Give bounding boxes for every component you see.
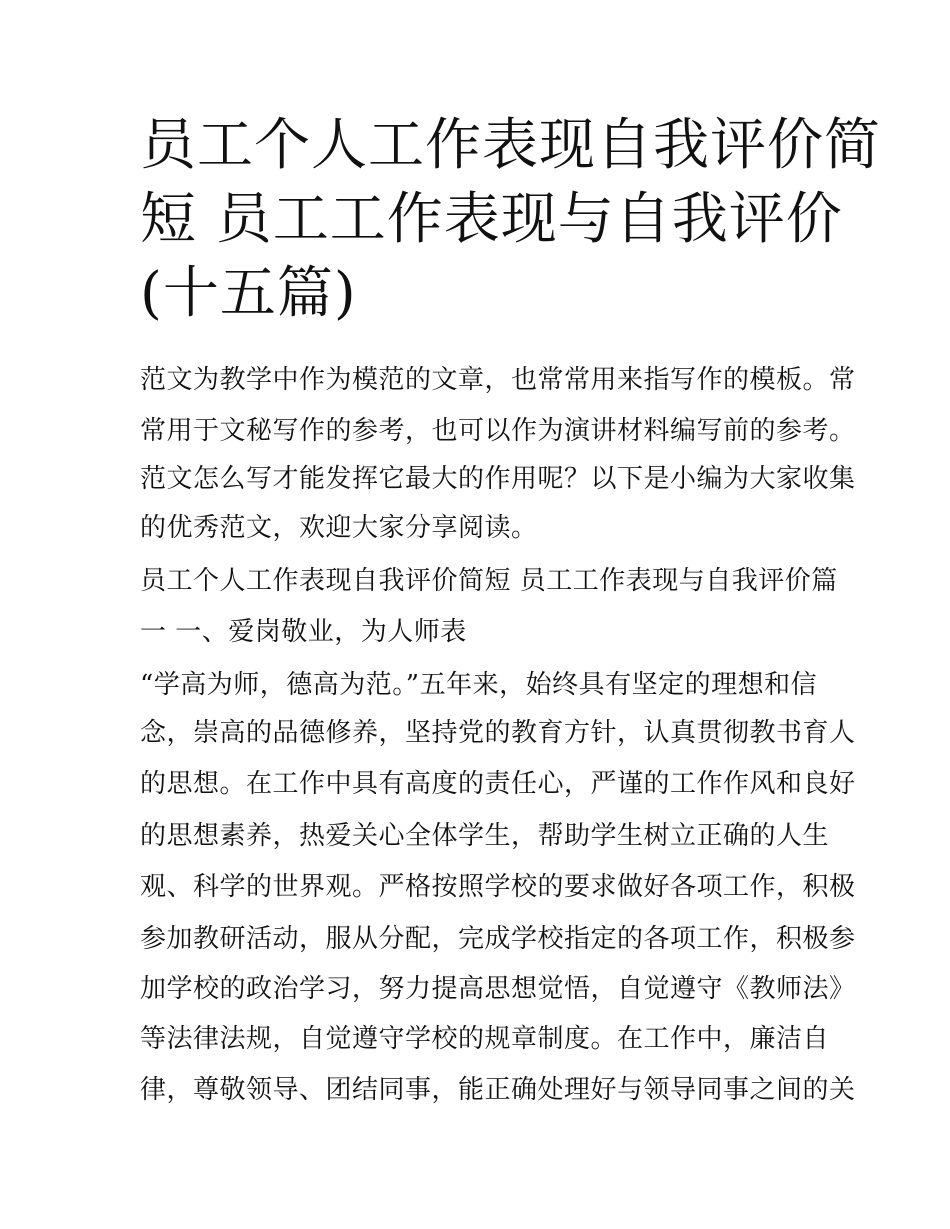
- body-paragraph-line: 的思想。在工作中具有高度的责任心，严谨的工作作风和良好: [140, 769, 856, 799]
- document-title-line-3: (十五篇): [140, 261, 357, 326]
- body-paragraph-line: 观、科学的世界观。严格按照学校的要求做好各项工作，积极: [140, 872, 856, 902]
- body-paragraph-line: 等法律法规，自觉遵守学校的规章制度。在工作中，廉洁自: [140, 1024, 830, 1054]
- section-heading-line: 一 一、爱岗敬业，为人师表: [140, 617, 467, 647]
- document-title-line-2: 短 员工工作表现与自我评价: [140, 187, 843, 252]
- document-title-line-1: 员工个人工作表现自我评价简: [140, 113, 881, 178]
- intro-paragraph-line: 范文怎么写才能发挥它最大的作用呢？以下是小编为大家收集: [140, 464, 856, 494]
- intro-paragraph-line: 的优秀范文，欢迎大家分享阅读。: [140, 513, 538, 543]
- body-paragraph-line: 念，崇高的品德修养，坚持党的教育方针，认真贯彻教书育人: [140, 718, 856, 748]
- section-heading-line: 员工个人工作表现自我评价简短 员工工作表现与自我评价篇: [140, 566, 838, 596]
- intro-paragraph-line: 常用于文秘写作的参考，也可以作为演讲材料编写前的参考。: [140, 416, 856, 446]
- body-paragraph-line: “学高为师，德高为范。”五年来，始终具有坚定的理想和信: [140, 670, 818, 700]
- body-paragraph-line: 加学校的政治学习，努力提高思想觉悟，自觉遵守《教师法》: [140, 974, 856, 1004]
- body-paragraph-line: 参加教研活动，服从分配，完成学校指定的各项工作，积极参: [140, 924, 856, 954]
- body-paragraph-line: 的思想素养，热爱关心全体学生，帮助学生树立正确的人生: [140, 821, 830, 851]
- body-paragraph-line: 律，尊敬领导、团结同事，能正确处理好与领导同事之间的关: [140, 1075, 856, 1105]
- intro-paragraph-line: 范文为教学中作为模范的文章，也常常用来指写作的模板。常: [140, 365, 856, 395]
